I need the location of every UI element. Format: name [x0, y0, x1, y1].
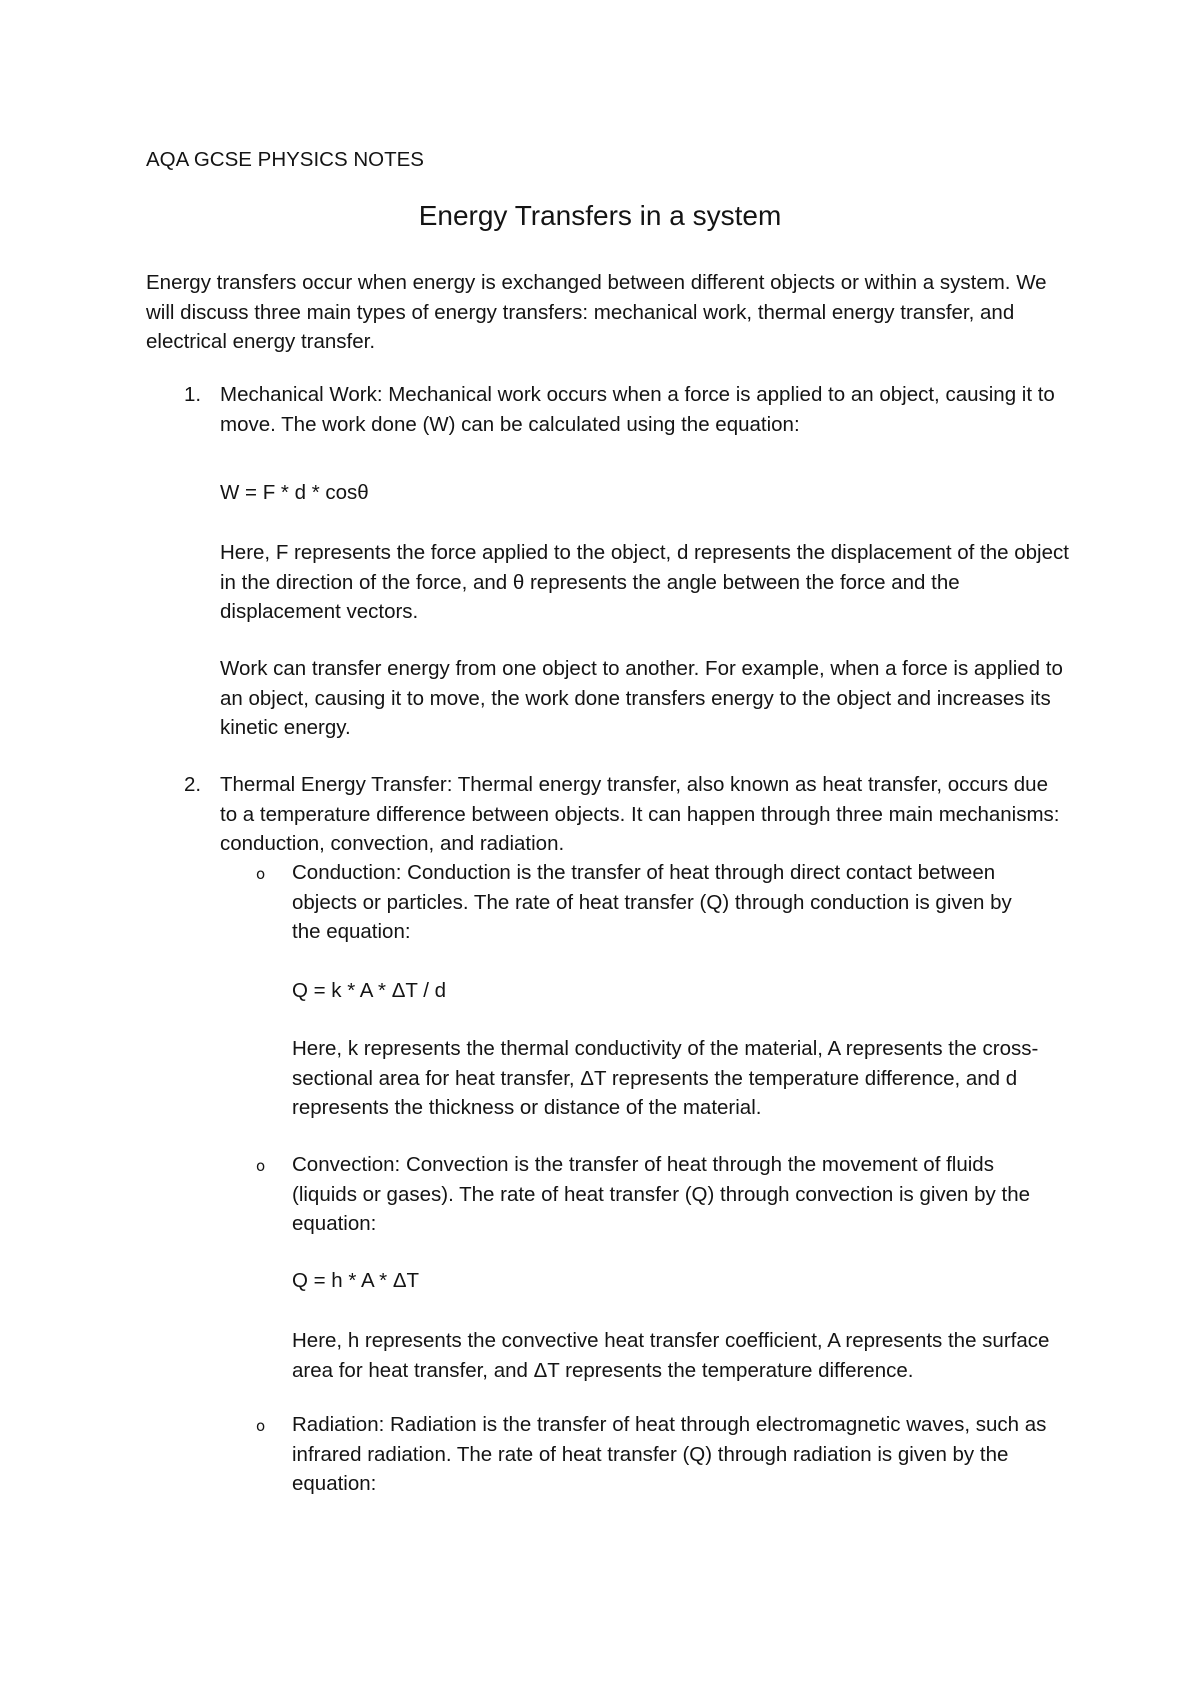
- list-number-1: 1.: [184, 383, 202, 406]
- mechanical-work-paragraph: Mechanical Work: Mechanical work occurs when a force is applied to an object, causing it to move. The work done (W) can be calculated using the equation:: [220, 383, 1055, 436]
- document-header: AQA GCSE PHYSICS NOTES: [146, 148, 424, 171]
- work-example-paragraph: Work can transfer energy from one object to another. For example, when a force is applied to an object, causing it to move, the work done transfers energy to the object and increases its kinetic energy.: [220, 657, 1063, 739]
- convection-equation: Q = h * A * ΔT: [292, 1269, 420, 1292]
- convection-paragraph: Convection: Convection is the transfer of heat through the movement of fluids (liquids or gases). The rate of heat transfer (Q) through convection is given by the equation:: [292, 1153, 1030, 1235]
- bullet-convection: o: [256, 1157, 266, 1175]
- work-explanation-paragraph: Here, F represents the force applied to the object, d represents the displacement of the object in the direction of the force, and θ represents the angle between the force and the displacement vectors.: [220, 541, 1069, 623]
- thermal-transfer-paragraph: Thermal Energy Transfer: Thermal energy transfer, also known as heat transfer, occurs due to a temperature difference between objects. It can happen through three main mechanisms: conduction, convection, and radiation.: [220, 773, 1060, 855]
- conduction-equation: Q = k * A * ΔT / d: [292, 979, 447, 1002]
- intro-paragraph: Energy transfers occur when energy is exchanged between different objects or within a system. We will discuss three main types of energy transfers: mechanical work, thermal energy transfer, and electrical energy transfer.: [146, 271, 1047, 353]
- conduction-explanation-paragraph: Here, k represents the thermal conductivity of the material, A represents the cross-sectional area for heat transfer, ΔT represents the temperature difference, and d represents the thickness or distance of the material.: [292, 1037, 1039, 1119]
- list-number-2: 2.: [184, 773, 202, 796]
- bullet-conduction: o: [256, 865, 266, 883]
- work-equation: W = F * d * cosθ: [220, 481, 369, 504]
- document-title: Energy Transfers in a system: [418, 200, 782, 231]
- conduction-paragraph: Conduction: Conduction is the transfer of heat through direct contact between objects or particles. The rate of heat transfer (Q) through conduction is given by the equation:: [292, 861, 1012, 943]
- bullet-radiation: o: [256, 1417, 266, 1435]
- radiation-paragraph: Radiation: Radiation is the transfer of heat through electromagnetic waves, such as infrared radiation. The rate of heat transfer (Q) through radiation is given by the equation:: [292, 1413, 1047, 1495]
- convection-explanation-paragraph: Here, h represents the convective heat transfer coefficient, A represents the surface area for heat transfer, and ΔT represents the temperature difference.: [292, 1329, 1050, 1382]
